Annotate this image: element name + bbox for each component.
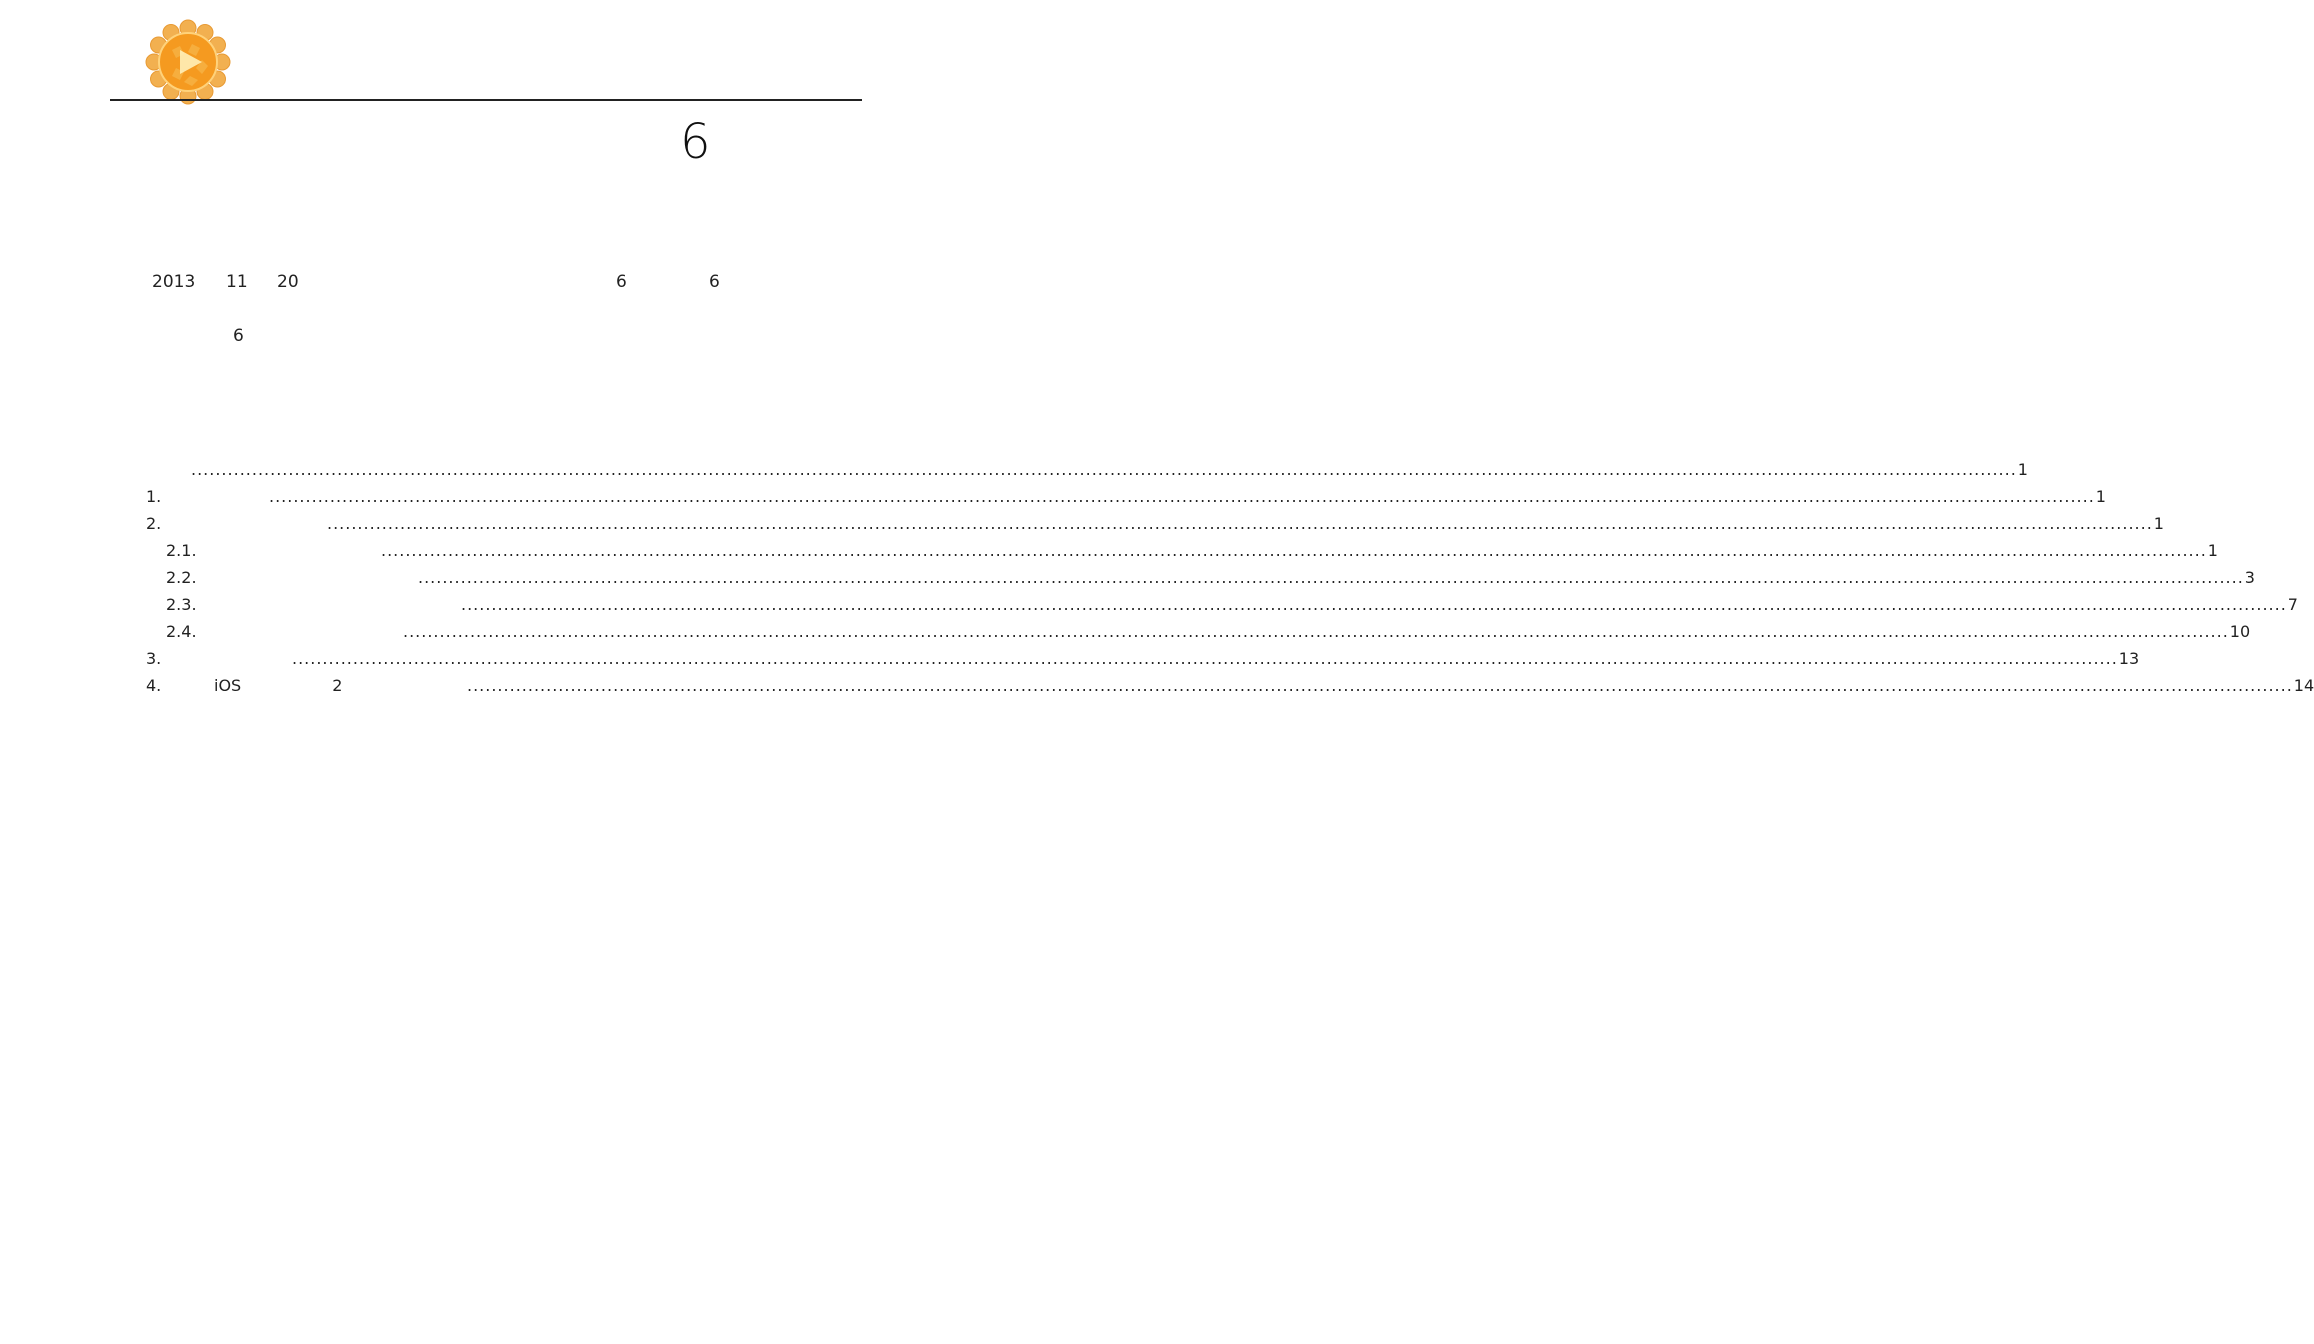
toc-leader-dots: ............................................................................................................................................................................................................................................................................................................ (381, 540, 2207, 560)
intro-number-b: 6 (709, 272, 720, 292)
sunflower-play-logo-icon (146, 20, 230, 104)
toc-entry-page: 7 (2287, 595, 2298, 614)
toc-entry-number: 2.2. (166, 568, 197, 587)
toc-entry-page: 14 (2293, 676, 2314, 695)
toc-entry-2-4[interactable] (146, 618, 2251, 645)
toc-entry-2-3[interactable] (146, 591, 2298, 618)
table-of-contents (146, 456, 2314, 699)
toc-entry-page: 13 (2118, 649, 2140, 668)
toc-entry-page: 3 (2244, 568, 2255, 587)
toc-entry-2[interactable] (146, 510, 2164, 537)
toc-entry-2-2[interactable] (146, 564, 2255, 591)
header-divider (110, 99, 862, 101)
toc-entry-number: 2.4. (166, 622, 197, 641)
toc-leader-dots: ............................................................................................................................................................................................................................................................................................................ (461, 594, 2287, 614)
toc-leader-dots: ............................................................................................................................................................................................................................................................................................................ (191, 459, 2017, 479)
toc-entry-3[interactable] (146, 645, 2140, 672)
toc-leader-dots: ............................................................................................................................................................................................................................................................................................................ (269, 486, 2095, 506)
intro-number-a: 6 (616, 272, 627, 292)
toc-entry-4[interactable] (146, 672, 2314, 699)
intro-month: 11 (226, 272, 248, 292)
document-title-number: 6 (680, 114, 711, 170)
toc-entry-page: 1 (2095, 487, 2106, 506)
toc-leader-dots: ............................................................................................................................................................................................................................................................................................................ (418, 567, 2244, 587)
toc-entry-number: 1. (146, 487, 162, 506)
toc-entry-number: 3. (146, 649, 162, 668)
toc-leader-dots: ............................................................................................................................................................................................................................................................................................................ (327, 513, 2153, 533)
toc-leader-dots: ............................................................................................................................................................................................................................................................................................................ (467, 675, 2293, 695)
toc-entry-page: 1 (2153, 514, 2164, 533)
toc-entry-page: 1 (2207, 541, 2218, 560)
toc-entry-intro[interactable] (146, 456, 2028, 483)
toc-entry-number: 2. (146, 514, 162, 533)
toc-leader-dots: ............................................................................................................................................................................................................................................................................................................ (292, 648, 2118, 668)
toc-entry-page: 10 (2229, 622, 2251, 641)
toc-leader-dots: ............................................................................................................................................................................................................................................................................................................ (403, 621, 2229, 641)
toc-entry-2-1[interactable] (146, 537, 2218, 564)
toc-entry-number: 2.3. (166, 595, 197, 614)
toc-entry-page: 1 (2017, 460, 2028, 479)
toc-entry-title: iOS 2 (214, 676, 343, 695)
intro-year: 2013 (152, 272, 196, 292)
intro-number-c: 6 (233, 326, 244, 346)
toc-entry-number: 2.1. (166, 541, 197, 560)
toc-entry-number: 4. (146, 676, 162, 695)
intro-day: 20 (277, 272, 299, 292)
toc-entry-1[interactable] (146, 483, 2106, 510)
